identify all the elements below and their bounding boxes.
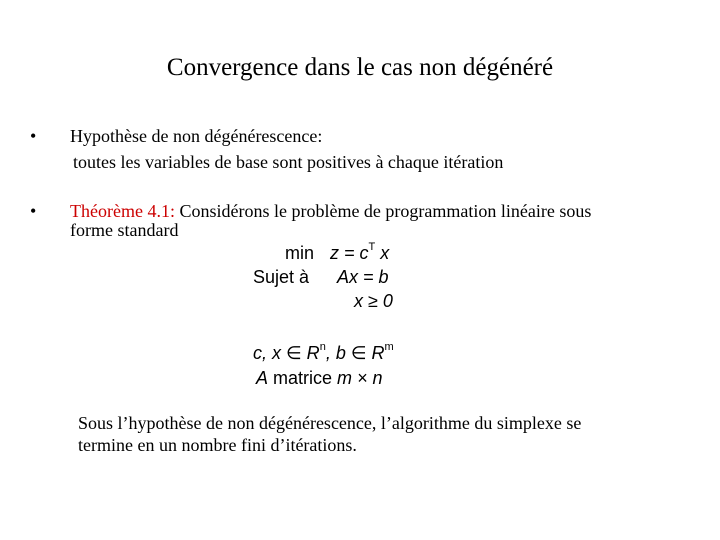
matrix-definition (256, 368, 383, 389)
theorem-line-2: forme standard (70, 220, 179, 240)
conclusion-line-2: termine en un nombre fini d’itérations. (78, 435, 357, 455)
constraint-nonnegativity: x ≥ 0 (354, 291, 393, 311)
slide-title: Convergence dans le cas non dégénéré (166, 54, 554, 81)
conclusion-line-1: Sous l’hypothèse de non dégénérescence, l’algorithme du simplexe se (78, 413, 582, 433)
domain-n-sup: n (319, 341, 326, 353)
domain-m-sup: m (384, 341, 394, 353)
theorem-label: Théorème 4.1: (70, 201, 175, 221)
transpose-sup: T (368, 241, 376, 253)
matrix-dims: m × n (337, 368, 383, 388)
domain-cx: c, x ∈ R (253, 343, 320, 363)
subject-to-label: Sujet à (253, 267, 310, 287)
matrix-A: A (256, 368, 269, 388)
objective-var: x (380, 243, 390, 263)
objective-text: z = c (330, 243, 369, 263)
hypothesis-line-1: Hypothèse de non dégénérescence: (70, 126, 323, 146)
bullet-marker-2: • (30, 201, 37, 221)
bullet-marker-1: • (30, 126, 37, 146)
domain-definition (253, 343, 394, 364)
conclusion (78, 412, 678, 456)
matrix-word: matrice (268, 368, 338, 388)
min-label: min (285, 243, 315, 263)
objective-function (330, 243, 389, 264)
constraint-equality: Ax = b (337, 267, 389, 287)
domain-b: , b ∈ R (325, 343, 385, 363)
theorem-text: Considérons le problème de programmation linéaire sous (174, 201, 592, 221)
theorem-line-1 (70, 202, 591, 221)
hypothesis-line-2: toutes les variables de base sont positives à chaque itération (73, 152, 504, 172)
